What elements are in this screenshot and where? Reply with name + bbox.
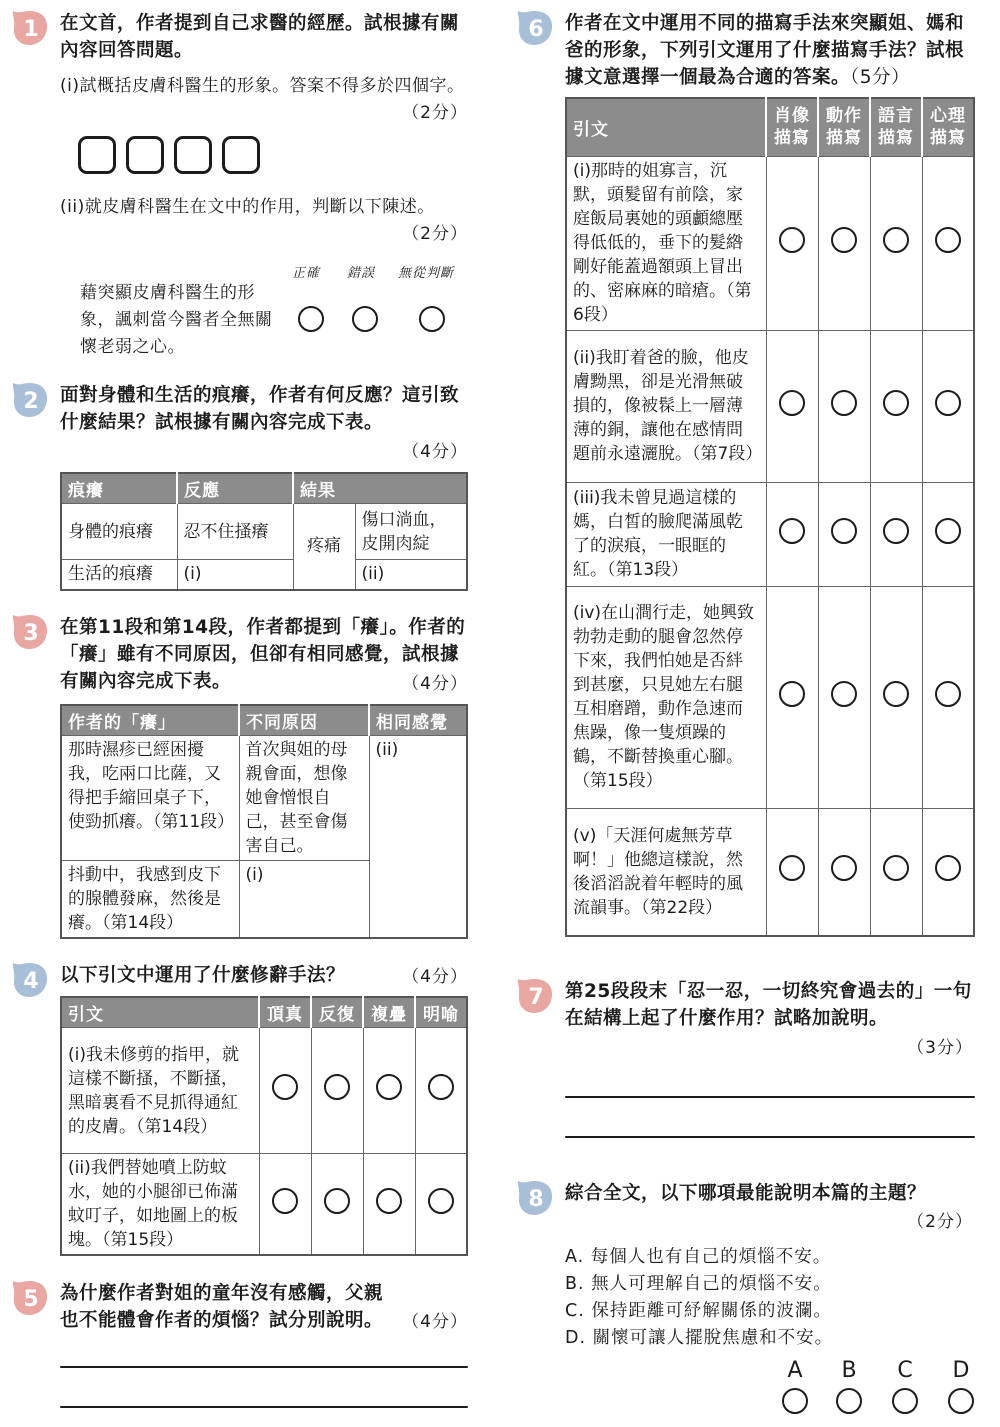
- quote-cell: (iv)在山澗行走，她興致勃勃走動的腿會忽然停下來，我們怕她是否絆到甚麼，只見她左右腿互相磨蹭，動作急速而焦躁，像一隻煩躁的鶴，不斷替換重心腳。（第15段）: [566, 586, 766, 808]
- choice-circle[interactable]: [935, 518, 961, 544]
- statement-text: 藉突顯皮膚科醫生的形象，諷刺當今醫者全無關懷老弱之心。: [80, 283, 273, 357]
- table-header: 引文: [566, 98, 766, 156]
- itch-reason-table: [60, 704, 468, 939]
- table-cell: 忍不住搔癢: [177, 504, 293, 560]
- choice-circle[interactable]: [428, 1188, 454, 1214]
- choice-circle[interactable]: [324, 1074, 350, 1100]
- question-text: 在文首，作者提到自己求醫的經歷。試根據有關內容回答問題。: [60, 13, 460, 61]
- table-cell: 抖動中，我感到皮下的腺體發麻，然後是癢。（第14段）: [61, 861, 239, 939]
- option-c: C. 保持距離可紓解關係的波瀾。: [565, 1301, 832, 1321]
- question-text: 為什麼作者對姐的童年沒有感觸，父親也不能體會作者的煩惱？試分別說明。: [60, 1283, 384, 1331]
- marks: （3分）: [907, 1038, 973, 1058]
- table-header: 結果: [293, 473, 467, 504]
- question-3: [0, 614, 480, 944]
- choice-circle[interactable]: [272, 1188, 298, 1214]
- choice-circle[interactable]: [272, 1074, 298, 1100]
- choice-circle[interactable]: [831, 681, 857, 707]
- svg-text:5: 5: [23, 1287, 39, 1312]
- question-text: 第25段段末「忍一忍，一切終究會過去的」一句在結構上起了什麼作用？試略加說明。: [565, 981, 972, 1029]
- table-row: [61, 1028, 467, 1154]
- answer-cell[interactable]: (ii): [355, 560, 467, 590]
- answer-cell[interactable]: (ii): [369, 736, 467, 939]
- table-row: [566, 808, 974, 936]
- choice-circle[interactable]: [831, 227, 857, 253]
- svg-text:2: 2: [23, 389, 39, 414]
- choice-circle-false[interactable]: [352, 306, 378, 332]
- choice-letter-c: C: [897, 1358, 913, 1383]
- answer-line[interactable]: [60, 1406, 468, 1408]
- choice-circle[interactable]: [779, 227, 805, 253]
- table-header: 不同原因: [239, 705, 369, 736]
- choice-circle[interactable]: [831, 390, 857, 416]
- choice-circle[interactable]: [831, 855, 857, 881]
- table-header: 頂真: [259, 997, 311, 1028]
- table-row: [566, 330, 974, 482]
- question-1: [0, 10, 480, 370]
- question-text: 在第11段和第14段，作者都提到「癢」。作者的「癢」雖有不同原因，但卻有相同感覺，試根據有關內容完成下表。: [60, 617, 466, 692]
- marks: （4分）: [402, 967, 468, 987]
- table-row: [566, 482, 974, 586]
- quote-cell: (i)那時的姐寡言，沉默，頭髮留有前陰，家庭飯局裏她的頭顱總壓得低低的，垂下的髮綹剛好能蓋過額頭上冒出的、密麻麻的暗瘡。（第6段）: [566, 156, 766, 330]
- choice-circle[interactable]: [935, 681, 961, 707]
- choice-circle[interactable]: [935, 855, 961, 881]
- itch-table: [60, 472, 468, 591]
- choice-circle-c[interactable]: [892, 1388, 918, 1414]
- table-cell: 生活的痕癢: [61, 560, 177, 590]
- option-b: B. 無人可理解自己的煩惱不安。: [565, 1274, 832, 1294]
- choice-circle[interactable]: [883, 855, 909, 881]
- choice-circle[interactable]: [428, 1074, 454, 1100]
- table-header: 動作描寫: [818, 98, 870, 156]
- answer-box[interactable]: [174, 136, 212, 174]
- question-number-badge: [515, 1178, 555, 1218]
- marks: （2分）: [402, 224, 468, 244]
- question-number-badge: [10, 1278, 50, 1318]
- answer-box[interactable]: [126, 136, 164, 174]
- answer-line[interactable]: [60, 1366, 468, 1368]
- choice-circle[interactable]: [883, 227, 909, 253]
- choice-letter-b: B: [841, 1358, 857, 1383]
- table-cell: 首次與姐的母親會面，想像她會憎恨自己，甚至會傷害自己。: [239, 736, 369, 861]
- table-row: [61, 1154, 467, 1256]
- marks: （4分）: [402, 442, 468, 462]
- answer-line[interactable]: [565, 1096, 975, 1098]
- table-header: 引文: [61, 997, 259, 1028]
- choice-circle[interactable]: [779, 518, 805, 544]
- table-cell: 那時濕疹已經困擾我，吃兩口比薩，又得把手縮回桌子下，使勁抓癢。（第11段）: [61, 736, 239, 861]
- choice-circle[interactable]: [324, 1188, 350, 1214]
- judge-header-true: 正確: [292, 266, 321, 281]
- quote-cell: (ii)我們替她噴上防蚊水，她的小腿卻已佈滿蚊叮子，如地圖上的板塊。（第15段）: [61, 1154, 259, 1256]
- quote-cell: (ii)我盯着爸的臉，他皮膚黝黑，卻是光滑無破損的，像被髹上一層薄薄的銅，讓他在感情問題前永遠灑脫。（第7段）: [566, 330, 766, 482]
- question-text: 面對身體和生活的痕癢，作者有何反應？這引致什麼結果？試根據有關內容完成下表。: [60, 385, 460, 433]
- answer-cell[interactable]: (i): [177, 560, 293, 590]
- table-row: [61, 504, 467, 560]
- question-text: 綜合全文，以下哪項最能說明本篇的主題？: [565, 1183, 927, 1204]
- choice-letter-a: A: [787, 1358, 803, 1383]
- marks: （2分）: [402, 103, 468, 123]
- choice-circle-a[interactable]: [782, 1388, 808, 1414]
- marks: （2分）: [907, 1212, 973, 1232]
- choice-circle[interactable]: [935, 390, 961, 416]
- judge-header-unknown: 無從判斷: [398, 266, 455, 281]
- quote-cell: (i)我未修剪的指甲，就這樣不斷搔，不斷搔，黑暗裏看不見抓得通紅的皮膚。（第14段）: [61, 1028, 259, 1154]
- question-8: [505, 1180, 985, 1420]
- question-number-badge: [515, 976, 555, 1016]
- svg-text:6: 6: [528, 17, 544, 42]
- question-4: [0, 962, 480, 1262]
- choice-circle[interactable]: [831, 518, 857, 544]
- question-7: [505, 978, 985, 1148]
- choice-circle[interactable]: [779, 681, 805, 707]
- option-a: A. 每個人也有自己的煩惱不安。: [565, 1247, 832, 1267]
- table-cell: 傷口淌血，皮開肉綻: [355, 504, 467, 560]
- table-header: 反復: [311, 997, 363, 1028]
- table-cell: 身體的痕癢: [61, 504, 177, 560]
- sub-question-text: (ii)就皮膚科醫生在文中的作用，判斷以下陳述。: [60, 197, 435, 217]
- choice-circle[interactable]: [779, 855, 805, 881]
- table-header: 反應: [177, 473, 293, 504]
- question-2: [0, 382, 480, 597]
- question-number-badge: [10, 380, 50, 420]
- table-row: [566, 586, 974, 808]
- svg-text:4: 4: [23, 969, 39, 994]
- answer-cell[interactable]: (i): [239, 861, 369, 939]
- choice-circle[interactable]: [883, 518, 909, 544]
- sub-question-ii: [60, 194, 468, 248]
- choice-letter-d: D: [952, 1358, 970, 1383]
- quote-cell: (v)「天涯何處無芳草啊！」他總這樣說，然後滔滔說着年輕時的風流韻事。（第22段）: [566, 808, 766, 936]
- table-cell: 疼痛: [293, 504, 355, 590]
- table-header: 痕癢: [61, 473, 177, 504]
- question-text: 作者在文中運用不同的描寫手法來突顯姐、媽和爸的形象，下列引文運用了什麼描寫手法？試根據文意選擇一個最為合適的答案。（5分）: [565, 13, 965, 88]
- table-header: 語言描寫: [870, 98, 922, 156]
- svg-text:3: 3: [23, 621, 39, 646]
- description-table: [565, 97, 975, 937]
- answer-box[interactable]: [222, 136, 260, 174]
- choice-circle-b[interactable]: [836, 1388, 862, 1414]
- sub-question-text: (i)試概括皮膚科醫生的形象。答案不得多於四個字。: [60, 76, 465, 96]
- question-5: [0, 1280, 480, 1420]
- choice-circle[interactable]: [935, 227, 961, 253]
- question-number-badge: [10, 8, 50, 48]
- svg-text:7: 7: [528, 985, 544, 1010]
- question-number-badge: [10, 960, 50, 1000]
- table-header: 相同感覺: [369, 705, 467, 736]
- choice-circle[interactable]: [376, 1188, 402, 1214]
- option-d: D. 關懷可讓人擺脫焦慮和不安。: [565, 1328, 834, 1348]
- choice-circle-unknown[interactable]: [419, 306, 445, 332]
- rhetoric-table: [60, 996, 468, 1256]
- table-row: [566, 156, 974, 330]
- question-number-badge: [10, 612, 50, 652]
- svg-text:1: 1: [23, 17, 39, 42]
- table-header: 肖像描寫: [766, 98, 818, 156]
- question-number-badge: [515, 8, 555, 48]
- table-header: 心理描寫: [922, 98, 974, 156]
- judge-header-false: 錯誤: [347, 266, 376, 281]
- choice-circle[interactable]: [883, 390, 909, 416]
- table-header: 複疊: [363, 997, 415, 1028]
- table-row: [61, 560, 467, 590]
- table-header: 明喻: [415, 997, 467, 1028]
- marks: （4分）: [402, 674, 468, 694]
- choice-circle[interactable]: [376, 1074, 402, 1100]
- sub-question-i: [60, 73, 468, 127]
- svg-text:8: 8: [528, 1187, 544, 1212]
- answer-boxes: [78, 136, 270, 178]
- table-header: 作者的「癢」: [61, 705, 239, 736]
- marks: （5分）: [850, 67, 911, 88]
- quote-cell: (iii)我未曾見過這樣的媽，白皙的臉爬滿風乾了的淚痕，一眼眶的紅。（第13段）: [566, 482, 766, 586]
- choice-circle[interactable]: [883, 681, 909, 707]
- question-6: [505, 10, 985, 945]
- choice-circle-true[interactable]: [298, 306, 324, 332]
- marks: （4分）: [402, 1312, 468, 1332]
- choice-circle[interactable]: [779, 390, 805, 416]
- choice-circle-d[interactable]: [948, 1388, 974, 1414]
- answer-line[interactable]: [565, 1136, 975, 1138]
- answer-box[interactable]: [78, 136, 116, 174]
- question-text: 以下引文中運用了什麼修辭手法？: [60, 965, 346, 986]
- table-row: [61, 736, 467, 861]
